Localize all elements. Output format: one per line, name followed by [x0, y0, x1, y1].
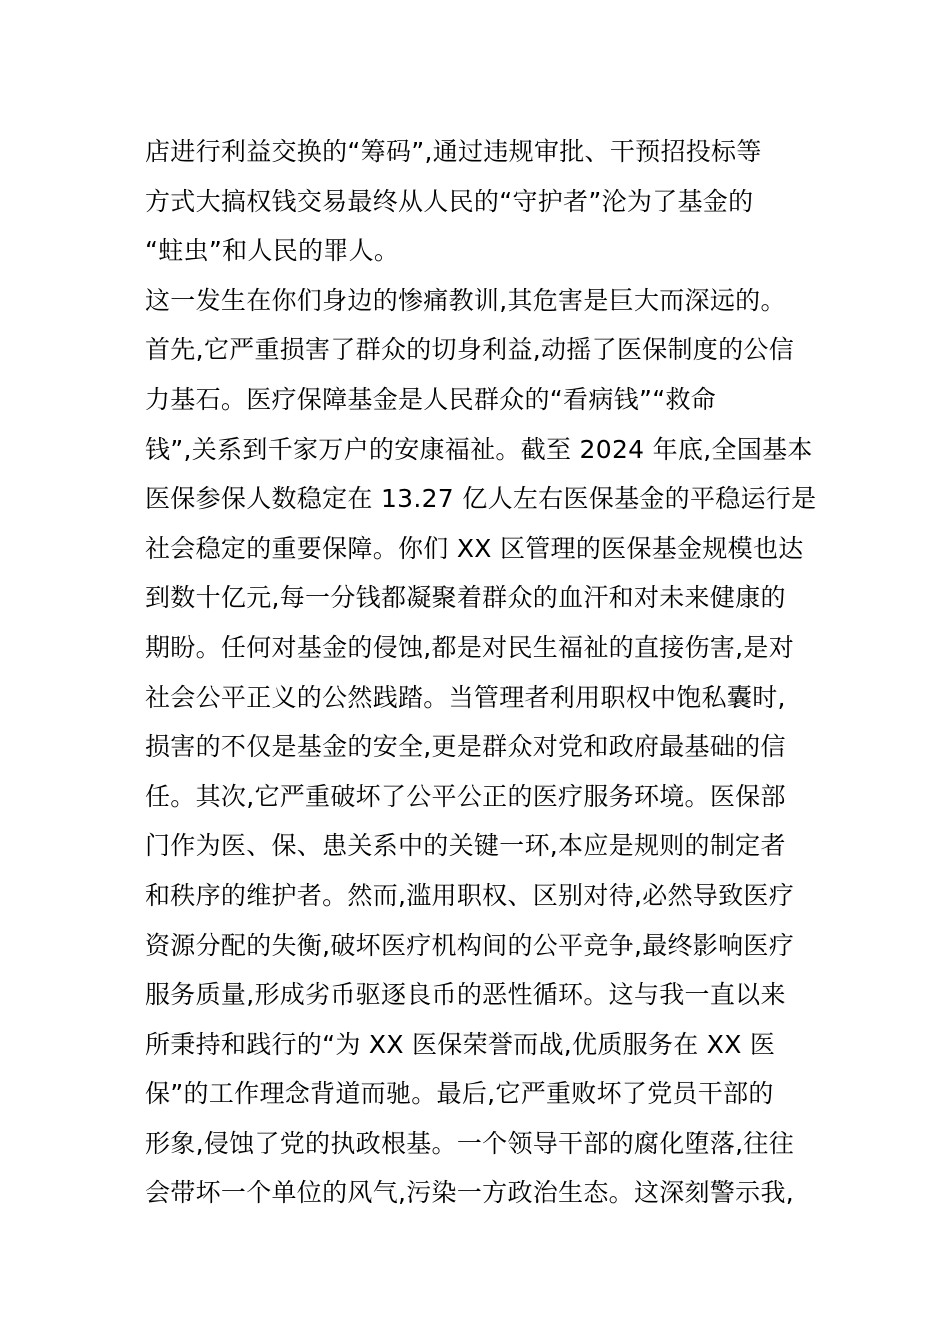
text-line: 形象,侵蚀了党的执政根基。一个领导干部的腐化堕落,往往 — [145, 1128, 794, 1158]
text-line: “蛀虫”和人民的罪人。 — [145, 236, 400, 266]
text-line: 保”的工作理念背道而驰。最后,它严重败坏了党员干部的 — [145, 1079, 774, 1109]
text-line: 到数十亿元,每一分钱都凝聚着群众的血汗和对未来健康的 — [145, 583, 786, 613]
text-line: 医保参保人数稳定在 13.27 亿人左右医保基金的平稳运行是 — [145, 484, 817, 514]
text-line: 门作为医、保、患关系中的关键一环,本应是规则的制定者 — [145, 831, 786, 861]
text-line: 和秩序的维护者。然而,滥用职权、区别对待,必然导致医疗 — [145, 880, 794, 910]
text-line: 资源分配的失衡,破坏医疗机构间的公平竞争,最终影响医疗 — [145, 930, 794, 960]
text-line: 服务质量,形成劣币驱逐良币的恶性循环。这与我一直以来 — [145, 980, 786, 1010]
text-line: 力基石。医疗保障基金是人民群众的“看病钱”“救命 — [145, 384, 717, 414]
text-line: 社会公平正义的公然践踏。当管理者利用职权中饱私囊时, — [145, 682, 786, 712]
text-line: 钱”,关系到千家万户的安康福祉。截至 2024 年底,全国基本 — [145, 434, 813, 464]
text-line: 这一发生在你们身边的惨痛教训,其危害是巨大而深远的。 — [145, 285, 786, 315]
text-line: 社会稳定的重要保障。你们 XX 区管理的医保基金规模也达 — [145, 533, 804, 563]
text-line: 任。其次,它严重破坏了公平公正的医疗服务环境。医保部 — [145, 781, 786, 811]
text-line: 损害的不仅是基金的安全,更是群众对党和政府最基础的信 — [145, 732, 786, 762]
text-line: 期盼。任何对基金的侵蚀,都是对民生福祉的直接伤害,是对 — [145, 632, 794, 662]
text-line: 会带坏一个单位的风气,污染一方政治生态。这深刻警示我, — [145, 1178, 794, 1208]
text-line: 所秉持和践行的“为 XX 医保荣誉而战,优质服务在 XX 医 — [145, 1029, 776, 1059]
body-text — [145, 127, 815, 1218]
text-line: 店进行利益交换的“筹码”,通过违规审批、干预招投标等 — [145, 137, 762, 166]
text-line: 首先,它严重损害了群众的切身利益,动摇了医保制度的公信 — [145, 335, 794, 365]
text-line: 方式大搞权钱交易最终从人民的“守护者”沦为了基金的 — [145, 186, 754, 216]
